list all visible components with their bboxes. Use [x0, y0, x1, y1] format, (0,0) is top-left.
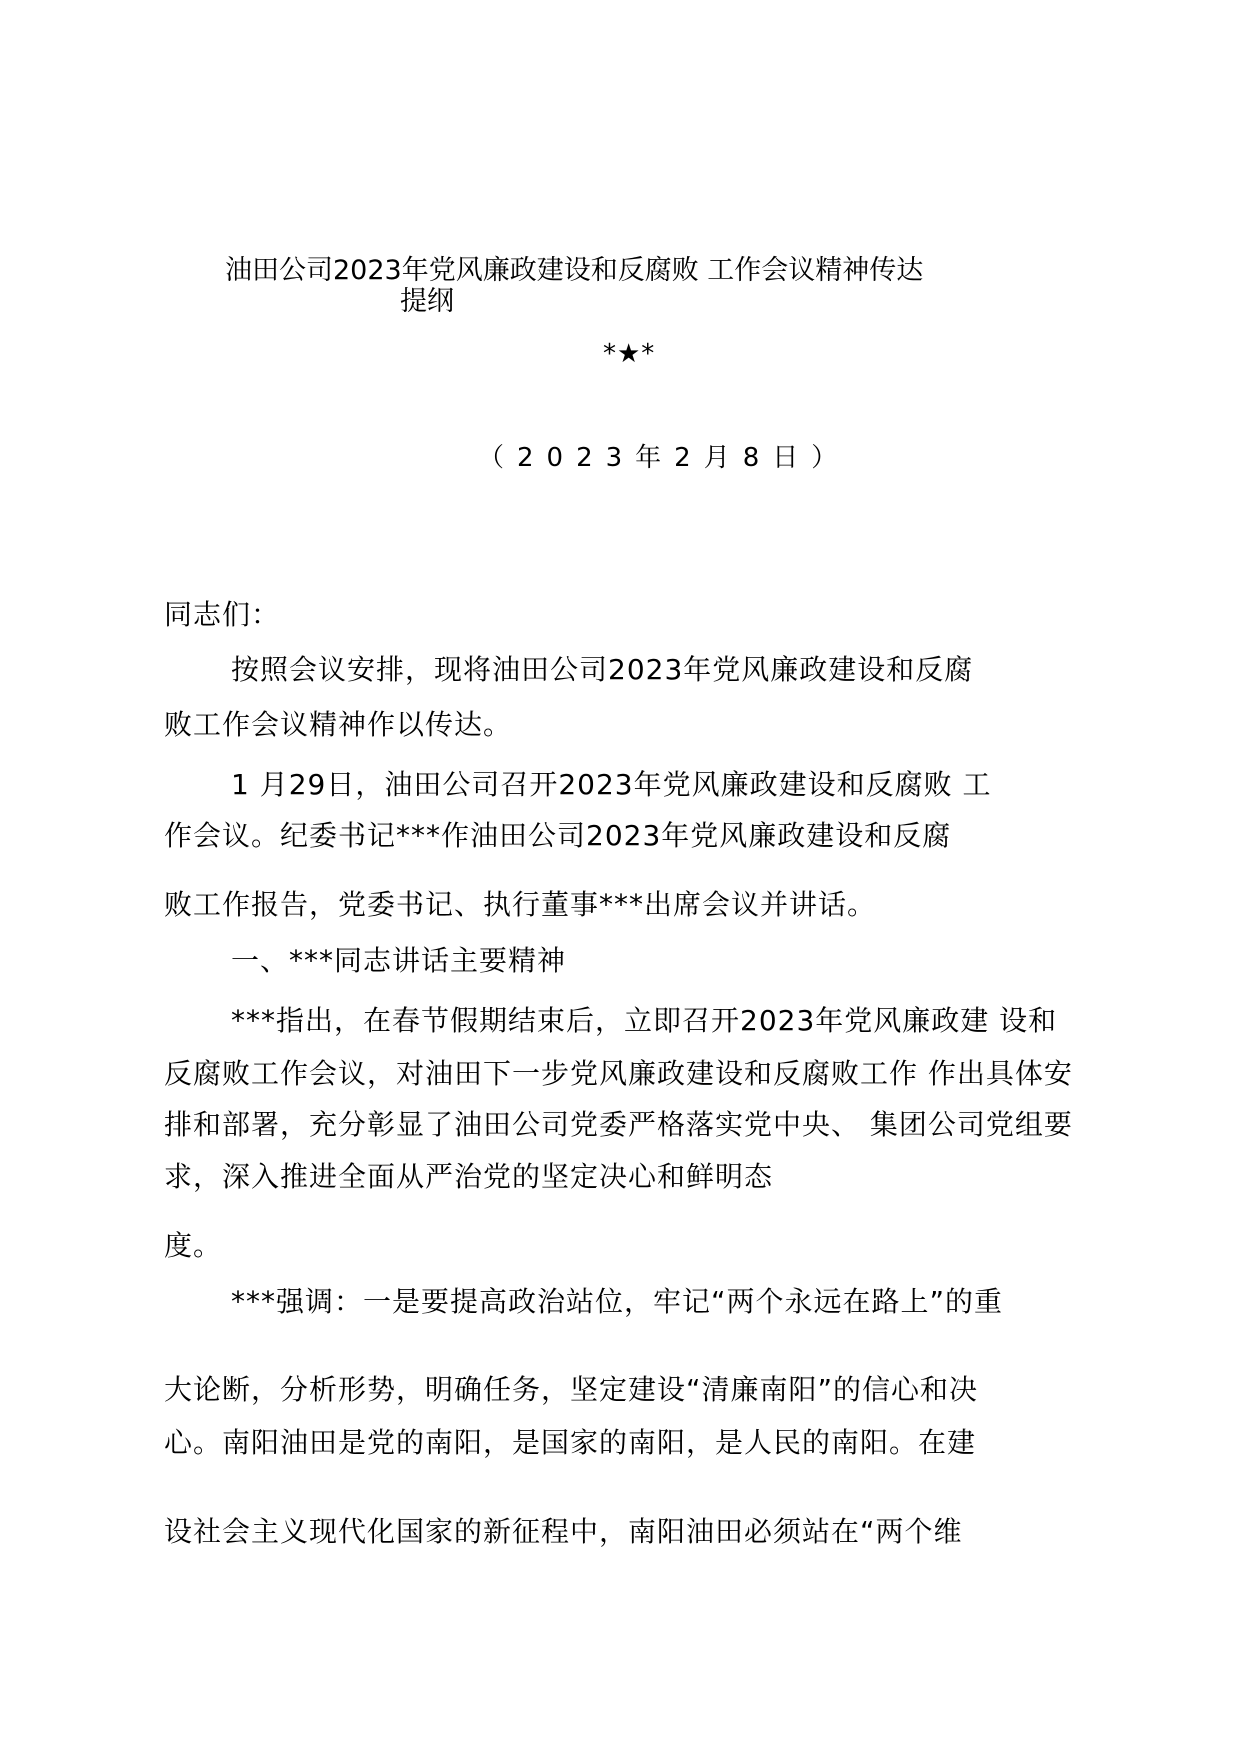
- document-title-line-1: 油田公司2023年党风廉政建设和反腐败 工作会议精神传达: [225, 255, 924, 286]
- paragraph-line: 作会议。纪委书记***作油田公司2023年党风廉政建设和反腐: [164, 819, 952, 852]
- paragraph-line: 败工作会议精神作以传达。: [164, 708, 513, 741]
- paragraph-line: 心。南阳油田是党的南阳，是国家的南阳，是人民的南阳。在建: [164, 1426, 977, 1459]
- section-heading: 一、***同志讲话主要精神: [231, 944, 567, 977]
- paragraph-line: 按照会议安排，现将油田公司2023年党风廉政建设和反腐: [231, 653, 974, 686]
- document-date: （2023年2月8日）: [478, 443, 851, 473]
- paragraph-line: 1 月29日，油田公司召开2023年党风廉政建设和反腐败 工: [231, 768, 992, 801]
- paragraph-line: 败工作报告，党委书记、执行董事***出席会议并讲话。: [164, 888, 877, 921]
- paragraph-line: ***强调：一是要提高政治站位，牢记“两个永远在路上”的重: [231, 1285, 1004, 1318]
- paragraph-line: 设社会主义现代化国家的新征程中，南阳油田必须站在“两个维: [164, 1515, 963, 1548]
- paragraph-line: 反腐败工作会议，对油田下一步党风廉政建设和反腐败工作 作出具体安: [164, 1057, 1073, 1090]
- paragraph-line: 度。: [164, 1229, 223, 1262]
- paragraph-line: ***指出，在春节假期结束后，立即召开2023年党风廉政建 设和: [231, 1004, 1058, 1037]
- author-mark: *★*: [603, 339, 656, 369]
- document-title-line-2: 提纲: [400, 286, 454, 317]
- salutation: 同志们：: [164, 598, 281, 631]
- paragraph-line: 大论断，分析形势，明确任务，坚定建设“清廉南阳”的信心和决: [164, 1373, 979, 1406]
- paragraph-line: 求，深入推进全面从严治党的坚定决心和鲜明态: [164, 1160, 774, 1193]
- paragraph-line: 排和部署，充分彰显了油田公司党委严格落实党中央、 集团公司党组要: [164, 1108, 1073, 1141]
